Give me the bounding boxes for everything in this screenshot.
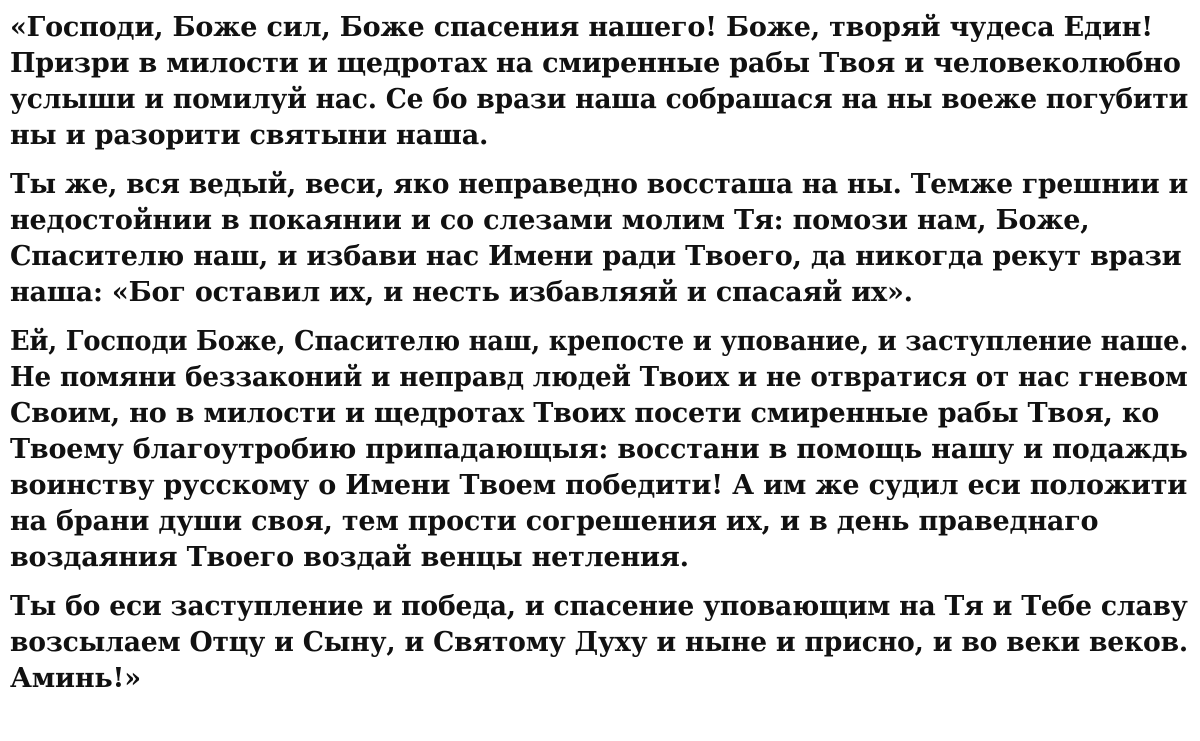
text-line: воинству русскому о Имени Твоем победити! А им же судил еси положити: [10, 470, 1188, 501]
text-line: возсылаем Отцу и Сыну, и Святому Духу и ныне и присно, и во веки веков.: [10, 627, 1188, 658]
paragraph-3: [10, 324, 1190, 576]
text-line: Не помяни беззаконий и неправд людей Твоих и не отвратися от нас гневом: [10, 362, 1188, 393]
paragraph-1: [10, 10, 1190, 154]
text-line: Призри в милости и щедротах на смиренные рабы Твоя и человеколюбно: [10, 48, 1181, 79]
text-line: на брани души своя, тем прости согрешения их, и в день праведнаго: [10, 506, 1099, 537]
text-line: наша: «Бог оставил их, и несть избавляяй и спасаяй их».: [10, 277, 913, 308]
text-line: Спасителю наш, и избави нас Имени ради Твоего, да никогда рекут врази: [10, 241, 1182, 272]
text-line: недостойнии в покаянии и со слезами молим Тя: помози нам, Боже,: [10, 205, 1090, 236]
text-line: услыши и помилуй нас. Се бо врази наша собрашася на ны воеже погубити: [10, 84, 1189, 115]
text-line: «Господи, Боже сил, Боже спасения нашего! Боже, творяй чудеса Един!: [10, 12, 1153, 43]
prayer-text: [10, 10, 1190, 697]
text-line: Своим, но в милости и щедротах Твоих посети смиренные рабы Твоя, ко: [10, 398, 1160, 429]
text-line: воздаяния Твоего воздай венцы нетления.: [10, 542, 689, 573]
paragraph-2: [10, 167, 1190, 311]
paragraph-4: [10, 589, 1190, 697]
text-line: Твоему благоутробию припадающыя: восстани в помощь нашу и подаждь: [10, 434, 1188, 465]
text-line: Ей, Господи Боже, Спасителю наш, крепосте и упование, и заступление наше.: [10, 326, 1189, 357]
text-line: ны и разорити святыни наша.: [10, 120, 489, 151]
text-line: Ты же, вся ведый, веси, яко неправедно воссташа на ны. Темже грешнии и: [10, 169, 1188, 200]
text-line: Ты бо еси заступление и победа, и спасение уповающим на Тя и Тебе славу: [10, 591, 1188, 622]
text-line: Аминь!»: [10, 663, 141, 694]
